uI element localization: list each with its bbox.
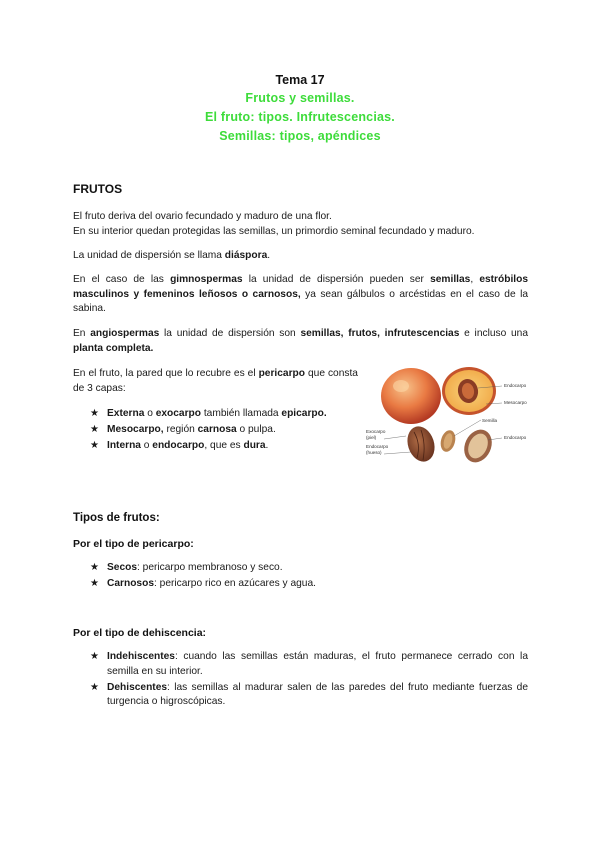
text: ,: [470, 274, 480, 285]
list-item: [90, 423, 380, 438]
text: En el caso de las: [73, 274, 171, 285]
peach-illustration: [366, 366, 531, 468]
text: En: [73, 328, 91, 339]
star-bullet-icon: ★: [90, 424, 99, 435]
term: carnosa: [197, 424, 237, 435]
title-block: [0, 71, 600, 146]
text: .: [267, 250, 271, 261]
text: región: [163, 424, 198, 435]
list-item: [90, 577, 530, 592]
text: e incluso una: [459, 328, 528, 339]
text: o pulpa.: [236, 424, 276, 435]
text: : pericarpo rico en azúcares y agua.: [154, 578, 316, 589]
subtitle-line-2: El fruto: tipos. Infrutescencias.: [205, 110, 395, 124]
list-item: [90, 681, 528, 710]
text: que consta de 3 capas:: [73, 368, 358, 394]
label-endocarpo-top: Endocarpo: [504, 383, 527, 388]
whole-peach: [381, 368, 441, 424]
term: Interna: [107, 440, 141, 451]
term: Externa: [107, 408, 145, 419]
term-dispersion-units: semillas, frutos, infrutescencias: [300, 328, 460, 339]
term-gimnospermas: gimnospermas: [170, 274, 243, 285]
page-title: Tema 17: [275, 73, 325, 87]
subtitle-line-3: Semillas: tipos, apéndices: [219, 129, 381, 143]
label-semilla: Semilla: [482, 418, 498, 423]
label-mesocarpo: Mesocarpo: [504, 400, 527, 405]
term: exocarpo: [155, 408, 201, 419]
term: Dehiscentes: [107, 681, 168, 693]
star-bullet-icon: ★: [90, 651, 99, 662]
dehiscence-types-list: [90, 650, 528, 711]
star-bullet-icon: ★: [90, 408, 99, 419]
star-bullet-icon: ★: [90, 578, 99, 589]
list-item: [90, 439, 380, 454]
term-angiospermas: angiospermas: [90, 328, 160, 339]
text: .: [265, 440, 269, 451]
text: , que es: [204, 440, 244, 451]
section-heading-tipos: Tipos de frutos:: [73, 512, 160, 524]
list-item: [90, 561, 530, 576]
text: La unidad de dispersión se llama: [73, 250, 225, 261]
pericarp-layers-list: [90, 407, 380, 455]
term: epicarpo.: [281, 408, 327, 419]
term-estrobilos: estróbilos masculinos y femeninos leñosos o carnosos,: [73, 274, 528, 300]
label-endocarpo-left: Endocarpo: [366, 444, 389, 449]
term-planta-completa: planta completa.: [73, 342, 154, 354]
subheading-pericarpo: Por el tipo de pericarpo:: [73, 538, 194, 550]
text: En el fruto, la pared que lo recubre es el: [73, 368, 259, 379]
star-bullet-icon: ★: [90, 562, 99, 573]
subtitle-line-1: Frutos y semillas.: [245, 91, 355, 105]
paragraph-diaspora: [73, 249, 528, 264]
text: la unidad de dispersión pueden ser: [242, 274, 431, 285]
label-endocarpo-bottom: Endocarpo: [504, 435, 527, 440]
list-item: [90, 650, 528, 679]
term: Secos: [107, 562, 138, 573]
term: dura: [243, 440, 266, 451]
subheading-dehiscencia: Por el tipo de dehiscencia:: [73, 627, 207, 639]
star-bullet-icon: ★: [90, 681, 99, 693]
text: : cuando las semillas están maduras, el fruto permanece cerrado con la semilla en su interior.: [107, 651, 528, 677]
label-piel: (piel): [366, 435, 377, 440]
paragraph-gimnospermas: [73, 273, 528, 317]
text: o: [140, 440, 153, 451]
text: o: [144, 408, 156, 419]
paragraph-definition: [73, 210, 528, 239]
term: Mesocarpo,: [107, 424, 164, 435]
peach-pit: [403, 423, 439, 465]
peach-diagram: [366, 366, 531, 468]
text: En su interior quedan protegidas las semillas, un primordio seminal fecundado y maduro.: [73, 225, 475, 237]
text: : las semillas al madurar salen de las paredes del fruto mediante fuerzas de turgencia o higroscópicas.: [107, 681, 528, 707]
term: Carnosos: [107, 578, 154, 589]
list-item: [90, 407, 380, 422]
paragraph-pericarpo: [73, 367, 358, 396]
text: El fruto deriva del ovario fecundado y maduro de una flor.: [73, 211, 332, 222]
label-exocarpo: Exocarpo: [366, 429, 386, 434]
text: ya sean gálbulos o arcéstidas en el caso de la sabina.: [73, 288, 528, 314]
term-pericarpo: pericarpo: [258, 368, 305, 379]
text: la unidad de dispersión son: [159, 328, 301, 339]
section-heading-frutos: FRUTOS: [73, 182, 123, 196]
paragraph-angiospermas: [73, 327, 528, 356]
label-hueso: (hueso): [366, 450, 382, 455]
text: : pericarpo membranoso y seco.: [137, 562, 283, 573]
term-semillas: semillas: [430, 274, 471, 285]
pericarp-types-list: [90, 561, 530, 593]
term: Indehiscentes: [107, 651, 175, 662]
term-diaspora: diáspora: [224, 250, 268, 261]
term: endocarpo: [152, 440, 205, 451]
text: también llamada: [201, 408, 282, 419]
star-bullet-icon: ★: [90, 440, 99, 451]
